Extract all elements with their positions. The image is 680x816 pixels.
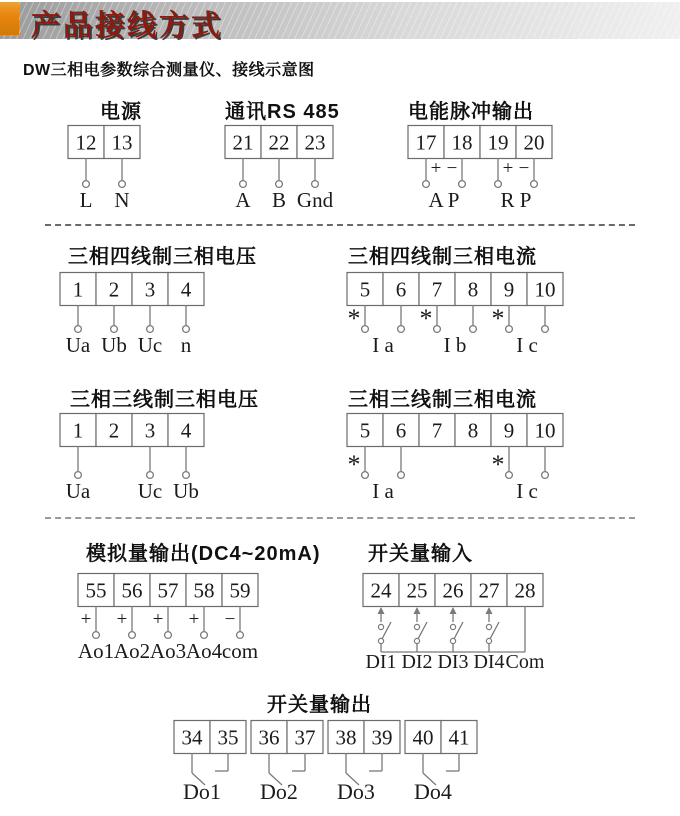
contact-node (486, 624, 491, 629)
wiring-voltage-3wire (44, 413, 220, 531)
page-title: 产品接线方式 (31, 10, 224, 42)
terminal-number: 1 (72, 277, 84, 302)
terminal-number: 35 (217, 725, 239, 750)
group-title-voltage-4wire: 三相四线制三相电压 (68, 246, 257, 268)
terminal-number: 12 (75, 130, 97, 155)
wire-label: Do3 (337, 779, 375, 804)
ct-polarity-star: * (347, 450, 361, 479)
wire-end-node (147, 472, 154, 479)
polarity-sign: + (116, 609, 128, 630)
di-switch-3 (450, 607, 464, 652)
wire-end-node (183, 472, 190, 479)
wire-end-node (240, 181, 247, 188)
terminal-number: 2 (108, 277, 120, 302)
wire-end-node (470, 326, 477, 333)
wire-end-node (119, 181, 126, 188)
wire-label: L (79, 188, 93, 212)
arrow-up-icon (414, 607, 421, 614)
terminal-number: 9 (503, 418, 515, 443)
terminal-number: 28 (514, 578, 536, 603)
ct-polarity-star: * (491, 450, 505, 479)
terminal-number: 5 (359, 277, 371, 302)
contact-node (378, 638, 383, 643)
wiring-analog-out (62, 573, 274, 691)
wiring-rs485 (209, 125, 349, 240)
terminal-number: 6 (395, 418, 407, 443)
wire-end-node (75, 326, 82, 333)
wire-label: R P (500, 188, 532, 212)
wiring-current-3wire (331, 413, 579, 531)
wire-end-node (362, 472, 369, 479)
wire-end-node (542, 472, 549, 479)
terminal-number: 10 (534, 277, 556, 302)
wire-label: I c (516, 479, 538, 503)
wire-label: DI4 (473, 651, 505, 673)
wire-end-node (506, 472, 513, 479)
diagram-subtitle: DW三相电参数综合测量仪、接线示意图 (23, 62, 315, 79)
wire-label: Ao4 (185, 639, 223, 663)
terminal-number: 6 (395, 277, 407, 302)
switch-blade (418, 622, 427, 639)
terminal-number: 26 (442, 578, 464, 603)
wiring-power (52, 125, 156, 240)
wire-end-node (93, 632, 100, 639)
wire-end-node (398, 472, 405, 479)
terminal-number: 20 (523, 130, 545, 155)
contact-node (450, 624, 455, 629)
terminal-number: 55 (85, 578, 107, 603)
polarity-sign: + (502, 158, 514, 179)
page-header (0, 2, 680, 42)
group-title-digital-out: 开关量输出 (267, 694, 372, 716)
wire-label: Do2 (260, 779, 298, 804)
wire-label: Uc (137, 479, 163, 503)
group-title-analog-out: 模拟量输出(DC4~20mA) (86, 543, 321, 565)
polarity-sign: + (80, 609, 92, 630)
terminal-number: 36 (258, 725, 280, 750)
wire-label: B (271, 188, 287, 212)
terminal-number: 23 (304, 130, 326, 155)
contact-node (486, 638, 491, 643)
wire-end-node (531, 181, 538, 188)
terminal-number: 21 (232, 130, 254, 155)
wire-end-node (434, 326, 441, 333)
wire-end-node (111, 326, 118, 333)
contact-node (414, 638, 419, 643)
arrow-up-icon (486, 607, 493, 614)
arrow-up-icon (378, 607, 385, 614)
group-title-rs485: 通讯RS 485 (225, 101, 340, 123)
wire-end-node (459, 181, 466, 188)
terminal-number: 13 (111, 130, 133, 155)
wire-label: Com (505, 651, 545, 673)
di-switch-4 (486, 607, 500, 652)
wire-label: n (180, 333, 192, 357)
wire-label: A P (428, 188, 460, 212)
wire-end-node (276, 181, 283, 188)
terminal-number: 24 (370, 578, 392, 603)
wire-label: DI3 (437, 651, 469, 673)
terminal-number: 41 (448, 725, 470, 750)
terminal-number: 59 (229, 578, 251, 603)
terminal-number: 19 (487, 130, 509, 155)
wire-label: com (221, 639, 259, 663)
wire-end-node (165, 632, 172, 639)
terminal-number: 25 (406, 578, 428, 603)
wire-end-node (201, 632, 208, 639)
wire-label: Ub (101, 333, 127, 357)
terminal-number: 34 (181, 725, 203, 750)
terminal-number: 38 (335, 725, 357, 750)
terminal-number: 57 (157, 578, 179, 603)
wire-end-node (542, 326, 549, 333)
wiring-pulse (392, 125, 568, 240)
di-switch-2 (414, 607, 428, 652)
wire-label: I b (443, 333, 467, 357)
terminal-number: 27 (478, 578, 500, 603)
contact-node (450, 638, 455, 643)
terminal-number: 39 (371, 725, 393, 750)
terminal-number: 9 (503, 277, 515, 302)
terminal-number: 3 (144, 277, 156, 302)
wire-label: N (114, 188, 130, 212)
wire-label: Ua (65, 333, 91, 357)
wire-end-node (147, 326, 154, 333)
terminal-number: 7 (431, 277, 443, 302)
wire-label: DI1 (365, 651, 397, 673)
wire-label: Ao3 (149, 639, 187, 663)
polarity-sign: + (188, 609, 200, 630)
terminal-number: 22 (268, 130, 290, 155)
terminal-number: 58 (193, 578, 215, 603)
polarity-sign: + (152, 609, 164, 630)
wire-end-node (83, 181, 90, 188)
wire-label: A (235, 188, 251, 212)
header-accent-bar (0, 2, 19, 35)
ct-polarity-star: * (419, 304, 433, 333)
wire-end-node (183, 326, 190, 333)
wiring-digital-in (347, 573, 559, 680)
wire-label: I a (372, 333, 394, 357)
wire-label: Gnd (296, 188, 334, 212)
wire-end-node (362, 326, 369, 333)
contact-node (414, 624, 419, 629)
terminal-number: 5 (359, 418, 371, 443)
wire-label: I c (516, 333, 538, 357)
di-switch-1 (378, 607, 392, 652)
group-title-voltage-3wire: 三相三线制三相电压 (70, 389, 259, 411)
wire-label: Ua (65, 479, 91, 503)
switch-blade (382, 622, 391, 639)
ct-polarity-star: * (491, 304, 505, 333)
switch-blade (490, 622, 499, 639)
wire-label: Ao1 (77, 639, 115, 663)
group-title-current-3wire: 三相三线制三相电流 (348, 389, 537, 411)
wire-label: Ao2 (113, 639, 151, 663)
group-title-pulse: 电能脉冲输出 (408, 101, 534, 123)
wire-end-node (312, 181, 319, 188)
terminal-number: 17 (415, 130, 437, 155)
group-title-digital-in: 开关量输入 (368, 543, 473, 565)
polarity-sign: + (430, 158, 442, 179)
wire-end-node (75, 472, 82, 479)
polarity-sign: − (446, 158, 458, 179)
group-title-power: 电源 (100, 101, 142, 123)
polarity-sign: − (224, 609, 236, 630)
wire-end-node (237, 632, 244, 639)
terminal-number: 56 (121, 578, 143, 603)
wire-label: Ub (173, 479, 199, 503)
terminal-number: 1 (72, 418, 84, 443)
wiring-digital-out (158, 720, 493, 811)
wiring-voltage-4wire (44, 272, 220, 385)
wire-label: Uc (137, 333, 163, 357)
group-title-current-4wire: 三相四线制三相电流 (348, 246, 537, 268)
wire-label: Do4 (414, 779, 452, 804)
wire-end-node (423, 181, 430, 188)
terminal-number: 7 (431, 418, 443, 443)
terminal-number: 10 (534, 418, 556, 443)
wiring-current-4wire (331, 272, 579, 385)
terminal-number: 40 (412, 725, 434, 750)
terminal-number: 8 (467, 418, 479, 443)
terminal-number: 37 (294, 725, 316, 750)
terminal-number: 8 (467, 277, 479, 302)
terminal-number: 4 (180, 418, 192, 443)
polarity-sign: − (518, 158, 530, 179)
terminal-number: 2 (108, 418, 120, 443)
wire-end-node (398, 326, 405, 333)
terminal-number: 18 (451, 130, 473, 155)
switch-blade (454, 622, 463, 639)
wire-end-node (506, 326, 513, 333)
terminal-number: 4 (180, 277, 192, 302)
contact-node (378, 624, 383, 629)
wire-label: I a (372, 479, 394, 503)
wire-label: Do1 (183, 779, 221, 804)
terminal-number: 3 (144, 418, 156, 443)
ct-polarity-star: * (347, 304, 361, 333)
arrow-up-icon (450, 607, 457, 614)
wire-end-node (495, 181, 502, 188)
wire-label: DI2 (401, 651, 433, 673)
wire-end-node (129, 632, 136, 639)
